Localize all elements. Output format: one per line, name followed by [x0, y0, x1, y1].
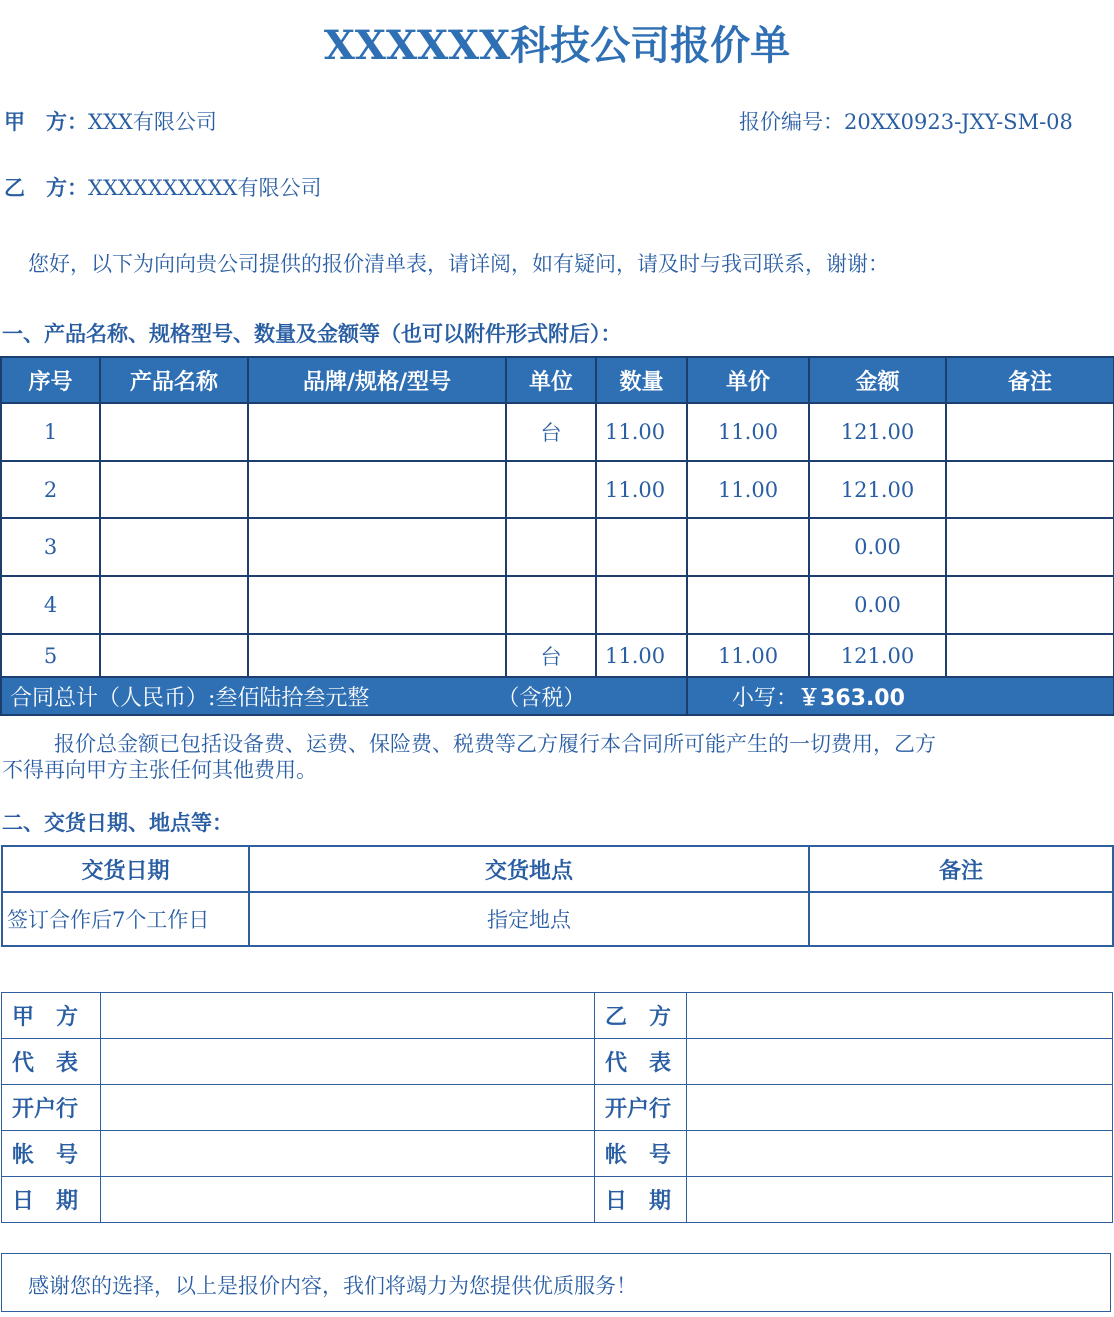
table-row — [1, 403, 1114, 461]
cell-qty: 11.00 — [596, 461, 687, 518]
cell-note — [946, 634, 1114, 677]
quote-number — [739, 106, 1073, 136]
header-name: 产品名称 — [100, 357, 248, 403]
party-b-row — [4, 172, 322, 202]
cell-qty — [596, 518, 687, 576]
table-row — [1, 461, 1114, 518]
header-delivery-place: 交货地点 — [249, 846, 809, 892]
small-total-value: ￥363.00 — [798, 685, 905, 711]
party-a-row — [4, 106, 217, 136]
header-unit: 单位 — [506, 357, 596, 403]
header-qty: 数量 — [596, 357, 687, 403]
cell-price: 11.00 — [687, 461, 809, 518]
fee-note-line-1: 报价总金额已包括设备费、运费、保险费、税费等乙方履行本合同所可能产生的一切费用，乙方 — [54, 732, 936, 756]
party-a-value: XXX有限公司 — [88, 110, 217, 134]
quote-number-value: 20XX0923-JXY-SM-08 — [844, 110, 1073, 134]
cell-note — [946, 576, 1114, 634]
sig-label-account-b: 帐 号 — [595, 1131, 687, 1177]
sig-label-date-b: 日 期 — [595, 1177, 687, 1223]
cell-unit — [506, 518, 596, 576]
header-delivery-date: 交货日期 — [2, 846, 249, 892]
sig-label-rep-a: 代 表 — [2, 1039, 101, 1085]
greeting-text: 您好，以下为向向贵公司提供的报价清单表，请详阅，如有疑问，请及时与我司联系，谢谢： — [28, 252, 889, 276]
cell-amount: 121.00 — [809, 634, 946, 677]
cell-price — [687, 576, 809, 634]
header-amount: 金额 — [809, 357, 946, 403]
header-note: 备注 — [946, 357, 1114, 403]
sig-field-date-a[interactable] — [101, 1177, 595, 1223]
sig-label-date-a: 日 期 — [2, 1177, 101, 1223]
cell-no: 2 — [1, 461, 100, 518]
sig-field-date-b[interactable] — [687, 1177, 1113, 1223]
table-row — [1, 518, 1114, 576]
cell-name — [100, 518, 248, 576]
header-price: 单价 — [687, 357, 809, 403]
sig-label-party-a: 甲 方 — [2, 993, 101, 1039]
cell-unit — [506, 576, 596, 634]
fee-note-line-2: 不得再向甲方主张任何其他费用。 — [2, 758, 317, 782]
section-1-heading: 一、产品名称、规格型号、数量及金额等（也可以附件形式附后）： — [2, 322, 622, 346]
cell-price: 11.00 — [687, 403, 809, 461]
cell-note — [946, 403, 1114, 461]
sig-label-bank-a: 开户行 — [2, 1085, 101, 1131]
cell-qty: 11.00 — [596, 634, 687, 677]
cell-amount: 0.00 — [809, 518, 946, 576]
sig-field-account-a[interactable] — [101, 1131, 595, 1177]
total-label: 合同总计（人民币）:叁佰陆拾叁元整 — [10, 685, 370, 711]
cell-spec — [248, 461, 506, 518]
cell-spec — [248, 518, 506, 576]
signature-row — [2, 993, 1113, 1039]
product-table-header — [1, 357, 1114, 403]
cell-qty: 11.00 — [596, 403, 687, 461]
thanks-text: 感谢您的选择，以上是报价内容，我们将竭力为您提供优质服务！ — [28, 1274, 637, 1298]
cell-qty — [596, 576, 687, 634]
sig-label-bank-b: 开户行 — [595, 1085, 687, 1131]
sig-field-rep-b[interactable] — [687, 1039, 1113, 1085]
total-cell — [1, 677, 687, 715]
cell-name — [100, 576, 248, 634]
signature-row — [2, 1131, 1113, 1177]
cell-amount: 121.00 — [809, 403, 946, 461]
signature-row — [2, 1039, 1113, 1085]
signature-table — [1, 992, 1113, 1223]
product-table — [0, 356, 1114, 716]
sig-field-bank-b[interactable] — [687, 1085, 1113, 1131]
delivery-place: 指定地点 — [249, 892, 809, 946]
cell-amount: 121.00 — [809, 461, 946, 518]
section-2-heading: 二、交货日期、地点等： — [2, 811, 233, 835]
cell-unit: 台 — [506, 634, 596, 677]
cell-name — [100, 461, 248, 518]
small-total-cell — [687, 677, 1114, 715]
table-row — [1, 634, 1114, 677]
quote-number-label: 报价编号： — [739, 110, 844, 134]
signature-row — [2, 1085, 1113, 1131]
party-a-label: 甲 方： — [4, 110, 88, 134]
cell-amount: 0.00 — [809, 576, 946, 634]
thanks-box — [1, 1253, 1111, 1312]
delivery-table — [1, 845, 1114, 947]
cell-spec — [248, 634, 506, 677]
cell-no: 5 — [1, 634, 100, 677]
delivery-note — [809, 892, 1113, 946]
cell-name — [100, 634, 248, 677]
cell-price: 11.00 — [687, 634, 809, 677]
cell-note — [946, 518, 1114, 576]
cell-note — [946, 461, 1114, 518]
page-title: XXXXXX科技公司报价单 — [323, 22, 791, 69]
sig-field-party-a[interactable] — [101, 993, 595, 1039]
header-no: 序号 — [1, 357, 100, 403]
cell-no: 3 — [1, 518, 100, 576]
sig-label-rep-b: 代 表 — [595, 1039, 687, 1085]
cell-spec — [248, 403, 506, 461]
small-total-label: 小写： — [732, 685, 799, 711]
table-row — [1, 576, 1114, 634]
cell-name — [100, 403, 248, 461]
cell-price — [687, 518, 809, 576]
cell-unit: 台 — [506, 403, 596, 461]
delivery-date: 签订合作后7个工作日 — [2, 892, 249, 946]
sig-field-account-b[interactable] — [687, 1131, 1113, 1177]
sig-field-bank-a[interactable] — [101, 1085, 595, 1131]
cell-no: 1 — [1, 403, 100, 461]
cell-spec — [248, 576, 506, 634]
header-spec: 品牌/规格/型号 — [248, 357, 506, 403]
delivery-row — [2, 892, 1113, 946]
party-b-label: 乙 方： — [4, 176, 88, 200]
sig-label-account-a: 帐 号 — [2, 1131, 101, 1177]
party-b-value: XXXXXXXXXX有限公司 — [88, 176, 322, 200]
sig-field-party-b[interactable] — [687, 993, 1113, 1039]
sig-label-party-b: 乙 方 — [595, 993, 687, 1039]
signature-row — [2, 1177, 1113, 1223]
cell-unit — [506, 461, 596, 518]
sig-field-rep-a[interactable] — [101, 1039, 595, 1085]
total-row — [1, 677, 1114, 715]
delivery-table-header — [2, 846, 1113, 892]
tax-note: （含税） — [497, 685, 586, 711]
cell-no: 4 — [1, 576, 100, 634]
header-delivery-note: 备注 — [809, 846, 1113, 892]
